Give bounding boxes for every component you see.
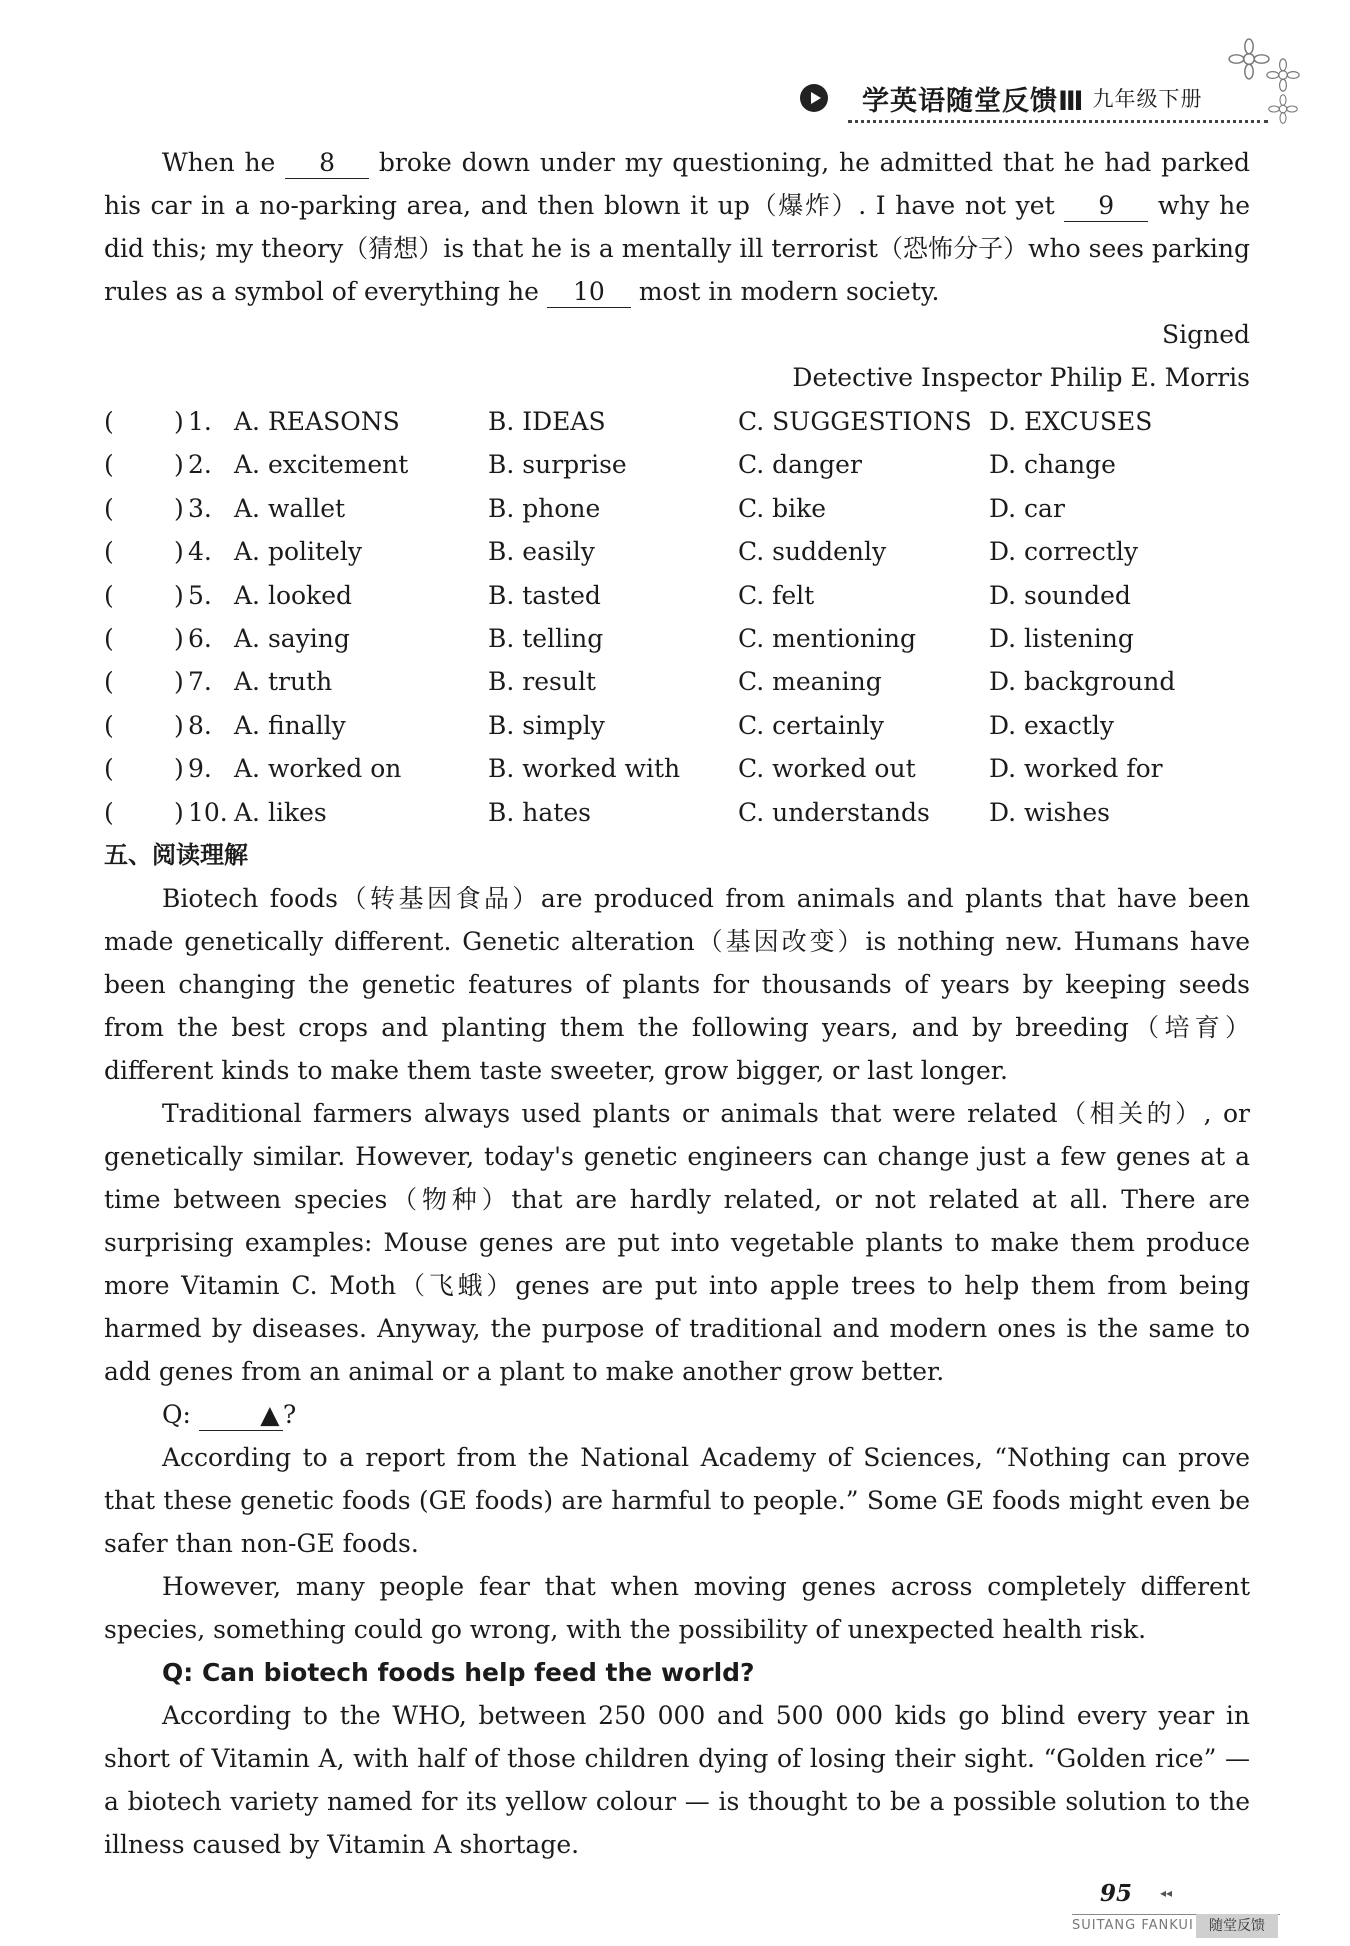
answer-paren-left: ( xyxy=(104,624,114,653)
option-c: C. worked out xyxy=(738,754,916,784)
option-a: A. REASONS xyxy=(234,407,400,436)
flower-decoration-icon xyxy=(1266,58,1300,92)
option-c: C. mentioning xyxy=(738,624,917,653)
option-b: B. tasted xyxy=(488,580,601,610)
question-number: 6. xyxy=(188,624,212,653)
answer-paren-right: ) xyxy=(174,667,184,697)
answer-paren-right: ) xyxy=(174,407,184,436)
choice-row xyxy=(104,443,1250,486)
option-b: B. phone xyxy=(488,493,601,523)
question-number: 1. xyxy=(188,407,212,436)
option-d: D. car xyxy=(989,493,1065,523)
reading-paragraph-2: Traditional farmers always used plants or animals that were related（相关的）, or genetically similar. However, today's genetic engineers can change just a few genes at a time between species（物种）that are hardly related, or not related at all. There are surprising examples: Mouse genes are put into vegetable plants to make them produce more Vitamin C. Moth（飞蛾）genes are put into apple trees to help them from being harmed by diseases. Anyway, the purpose of traditional and modern ones is the same to add genes from an animal or a plant to make another grow better. xyxy=(104,1099,1250,1386)
footer-brand-en: SUITANG FANKUI xyxy=(1072,1918,1194,1933)
page-header xyxy=(800,78,1203,118)
answer-paren-left: ( xyxy=(104,754,114,784)
option-b: B. telling xyxy=(488,624,604,653)
answer-paren-left: ( xyxy=(104,797,114,827)
answer-paren-right: ) xyxy=(174,797,184,827)
choice-row xyxy=(104,574,1250,617)
option-d: D. EXCUSES xyxy=(989,407,1153,436)
choice-row xyxy=(104,660,1250,703)
answer-paren-left: ( xyxy=(104,710,114,740)
option-c: C. felt xyxy=(738,580,815,610)
option-b: B. simply xyxy=(488,710,605,740)
question-2: Q: Can biotech foods help feed the world? xyxy=(162,1658,755,1687)
book-subtitle: 九年级下册 xyxy=(1092,87,1203,111)
triangle-blank: ▲ xyxy=(199,1400,283,1431)
question-number: 5. xyxy=(188,580,212,610)
option-a: A. excitement xyxy=(234,450,409,480)
option-d: D. background xyxy=(989,667,1176,697)
option-b: B. easily xyxy=(488,537,595,567)
question-number: 8. xyxy=(188,710,212,740)
option-a: A. worked on xyxy=(234,754,402,784)
answer-paren-left: ( xyxy=(104,667,114,697)
option-b: B. IDEAS xyxy=(488,407,606,436)
answer-paren-right: ) xyxy=(174,624,184,653)
option-d: D. exactly xyxy=(989,710,1115,740)
option-b: B. result xyxy=(488,667,596,697)
answer-paren-right: ) xyxy=(174,754,184,784)
play-circle-icon xyxy=(800,84,828,112)
question-number: 9. xyxy=(188,754,212,784)
option-a: A. likes xyxy=(234,797,327,827)
question-number: 2. xyxy=(188,450,212,480)
answer-paren-right: ) xyxy=(174,493,184,523)
option-b: B. surprise xyxy=(488,450,627,480)
reading-paragraph-5: According to the WHO, between 250 000 and 500 000 kids go blind every year in short of Vitamin A, with half of those children dying of losing their sight. “Golden rice” — a biotech variety named for its yellow colour — is thought to be a possible solution to the illness caused by Vitamin A shortage. xyxy=(104,1701,1250,1859)
choice-row xyxy=(104,791,1250,834)
option-a: A. truth xyxy=(234,667,333,697)
choice-row xyxy=(104,617,1250,660)
choice-row xyxy=(104,400,1250,443)
option-d: D. wishes xyxy=(989,797,1110,827)
section-heading: 五、阅读理解 xyxy=(104,841,248,869)
option-d: D. change xyxy=(989,450,1116,480)
reading-passage xyxy=(104,877,1250,1866)
option-c: C. suddenly xyxy=(738,537,887,567)
question-number: 3. xyxy=(188,493,212,523)
option-a: A. looked xyxy=(234,580,352,610)
blank-8: 8 xyxy=(285,148,369,179)
option-c: C. bike xyxy=(738,493,827,523)
cloze-passage-end xyxy=(104,141,1250,399)
choice-row xyxy=(104,530,1250,573)
answer-paren-right: ) xyxy=(174,710,184,740)
choice-row xyxy=(104,747,1250,790)
choice-row xyxy=(104,704,1250,747)
option-d: D. listening xyxy=(989,624,1134,653)
footer-brand-cn: 随堂反馈 xyxy=(1196,1914,1278,1938)
answer-paren-right: ) xyxy=(174,580,184,610)
answer-paren-left: ( xyxy=(104,537,114,567)
question-1: Q: ▲ ? xyxy=(162,1400,297,1429)
answer-paren-left: ( xyxy=(104,493,114,523)
option-a: A. saying xyxy=(234,624,350,653)
question-number: 7. xyxy=(188,667,212,697)
reading-paragraph-3: According to a report from the National Academy of Sciences, “Nothing can prove that these genetic foods (GE foods) are harmful to people.” Some GE foods might even be safer than non-GE foods. xyxy=(104,1443,1250,1558)
book-title: 学英语随堂反馈Ⅲ xyxy=(862,85,1085,117)
flower-decoration-icon xyxy=(1268,94,1298,124)
header-divider xyxy=(848,120,1268,123)
option-c: C. certainly xyxy=(738,710,885,740)
answer-paren-left: ( xyxy=(104,580,114,610)
option-d: D. correctly xyxy=(989,537,1138,567)
choice-row xyxy=(104,487,1250,530)
option-a: A. wallet xyxy=(234,493,346,523)
option-d: D. sounded xyxy=(989,580,1131,610)
reading-paragraph-1: Biotech foods（转基因食品）are produced from animals and plants that have been made genetically different. Genetic alteration（基因改变）is nothing new. Humans have been changing the genetic features of plants for thousands of years by keeping seeds from the best crops and planting them the following years, and by breeding（培育）different kinds to make them taste sweeter, grow bigger, or last longer. xyxy=(104,884,1250,1085)
option-c: C. danger xyxy=(738,450,862,480)
signed-label: Signed xyxy=(1161,320,1250,349)
flower-decoration-icon xyxy=(1228,38,1270,80)
answer-paren-left: ( xyxy=(104,450,114,480)
option-c: C. understands xyxy=(738,797,930,827)
blank-9: 9 xyxy=(1064,191,1148,222)
option-c: C. SUGGESTIONS xyxy=(738,407,972,436)
option-a: A. finally xyxy=(234,710,346,740)
cloze-paragraph: When he 8 broke down under my questioning, he admitted that he had parked his car in a no-parking area, and then blown it up（爆炸）. I have not yet 9 why he did this; my theory（猜想）is that he is a mentally ill terrorist（恐怖分子）who sees parking rules as a symbol of everything he 10 most in modern society. xyxy=(104,148,1251,306)
option-b: B. worked with xyxy=(488,754,681,784)
option-b: B. hates xyxy=(488,797,591,827)
arrows-icon: ◂◂ xyxy=(1160,1886,1173,1900)
answer-paren-right: ) xyxy=(174,450,184,480)
option-a: A. politely xyxy=(234,537,362,567)
question-number: 4. xyxy=(188,537,212,567)
signature: Detective Inspector Philip E. Morris xyxy=(792,363,1250,392)
answer-paren-right: ) xyxy=(174,537,184,567)
answer-paren-left: ( xyxy=(104,407,114,436)
blank-10: 10 xyxy=(547,277,631,308)
reading-paragraph-4: However, many people fear that when moving genes across completely different species, something could go wrong, with the possibility of unexpected health risk. xyxy=(104,1572,1250,1644)
option-d: D. worked for xyxy=(989,754,1163,784)
page-number: 95 xyxy=(1100,1880,1133,1907)
question-number: 10. xyxy=(188,797,228,827)
option-c: C. meaning xyxy=(738,667,882,697)
